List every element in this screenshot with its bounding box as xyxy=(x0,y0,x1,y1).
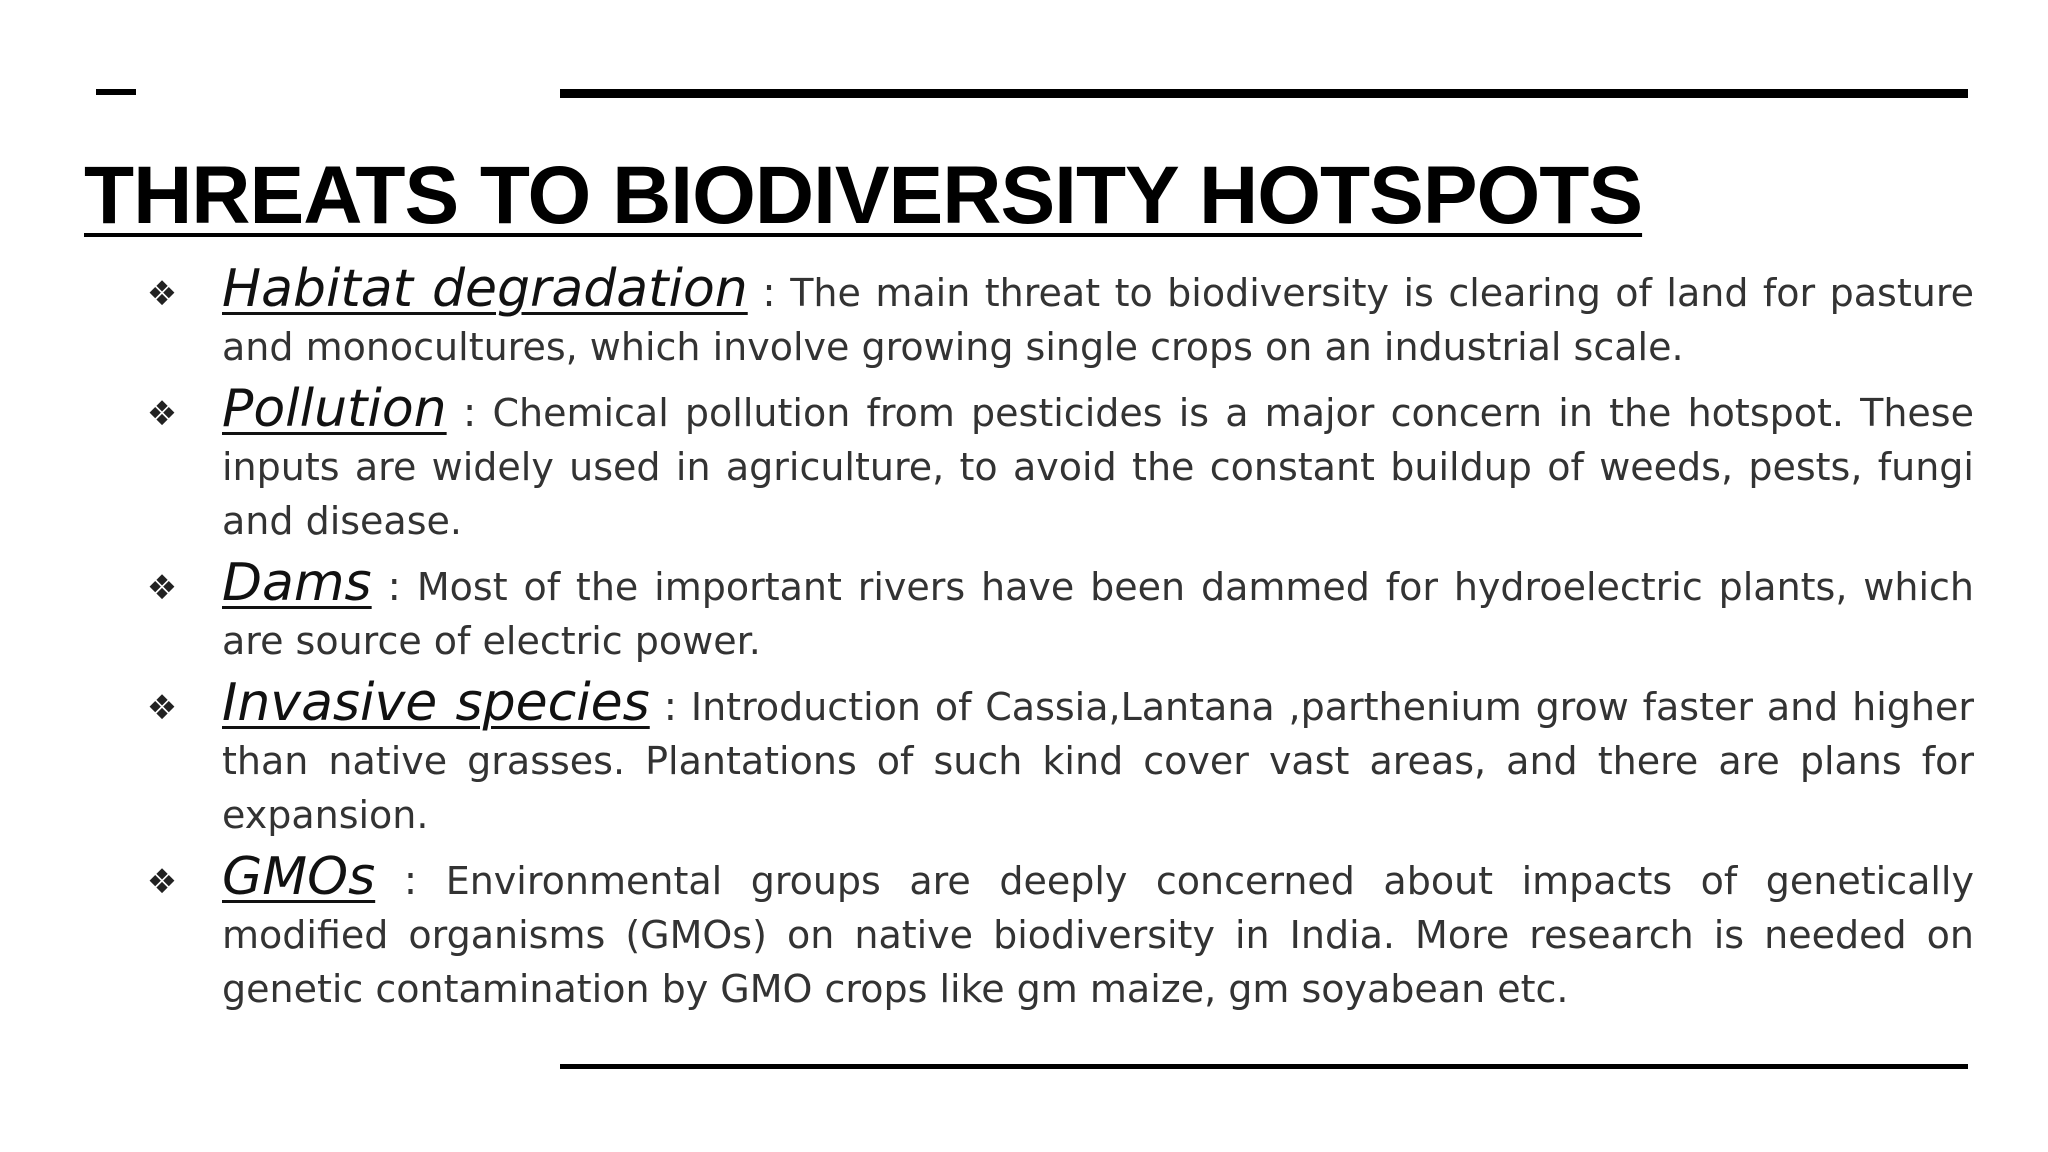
list-item-dams xyxy=(146,553,1974,668)
diamond-bullet-icon: ❖ xyxy=(146,274,178,314)
diamond-bullet-icon: ❖ xyxy=(146,568,178,608)
bullet-term: Pollution xyxy=(222,379,447,439)
bullet-text: Most of the important rivers have been dammed for hydroelectric plants, which are source of electric power. xyxy=(222,565,1974,663)
bullet-term: GMOs xyxy=(222,847,376,907)
bullet-text: Introduction of Cassia,Lantana ,parthenium grow faster and higher than native grasses. Plantations of such kind cover vast areas, and there are plans for expansion. xyxy=(222,685,1974,837)
slide-title: THREATS TO BIODIVERSITY HOTSPOTS xyxy=(84,150,1643,241)
short-dash-decoration xyxy=(96,89,136,95)
diamond-bullet-icon: ❖ xyxy=(146,862,178,902)
bullet-separator: : xyxy=(462,390,477,436)
list-item-habitat-degradation xyxy=(146,259,1975,374)
bullet-text: Chemical pollution from pesticides is a major concern in the hotspot. These inputs are widely used in agriculture, to avoid the constant buildup of weeds, pests, fungi and disease. xyxy=(222,391,1974,543)
bullet-term: Dams xyxy=(222,553,372,613)
list-item-invasive-species xyxy=(146,673,1974,842)
bullet-separator: : xyxy=(387,564,401,610)
bullet-separator: : xyxy=(403,858,418,904)
list-item-gmos xyxy=(146,847,1974,1016)
bullet-term: Habitat degradation xyxy=(222,259,748,319)
threat-list xyxy=(146,259,1975,1024)
bullet-text: The main threat to biodiversity is clearing of land for pasture and monocultures, which involve growing single crops on an industrial scale. xyxy=(222,271,1975,369)
diamond-bullet-icon: ❖ xyxy=(146,394,178,434)
bullet-separator: : xyxy=(663,684,678,730)
bullet-term: Invasive species xyxy=(222,673,650,733)
bullet-text: Environmental groups are deeply concerned about impacts of genetically modified organisms (GMOs) on native biodiversity in India. More research is needed on genetic contamination by GMO crops like gm maize, gm soyabean etc. xyxy=(222,859,1974,1011)
bottom-rule xyxy=(560,1064,1968,1069)
top-rule xyxy=(560,89,1968,98)
bullet-separator: : xyxy=(762,270,776,316)
diamond-bullet-icon: ❖ xyxy=(146,688,178,728)
list-item-pollution xyxy=(146,379,1974,548)
